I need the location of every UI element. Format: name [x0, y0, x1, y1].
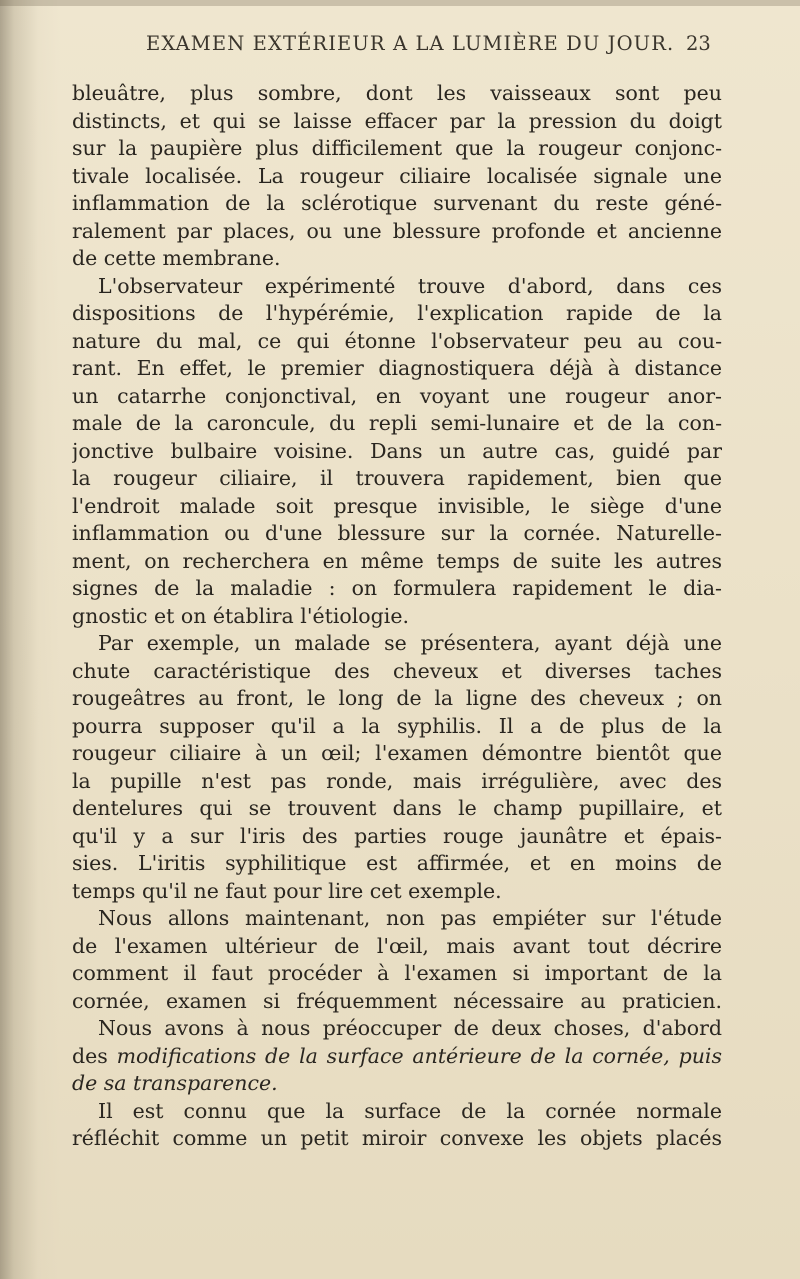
text-line: Nous avons à nous préoccuper de deux choses, d'abord — [98, 1016, 722, 1040]
text-line: gnostic et on établira l'étiologie. — [72, 603, 409, 628]
text-line: Il est connu que la surface de la cornée normale — [98, 1098, 722, 1123]
text-line: ralement par places, ou une blessure profonde et ancienne — [72, 218, 722, 243]
text-line: cornée, examen si fréquemment nécessaire au praticien. — [72, 988, 722, 1013]
page-number: 23 — [686, 32, 711, 55]
text-line: bleuâtre, plus sombre, dont les vaisseaux sont peu — [72, 81, 722, 105]
text-line: distincts, et qui se laisse effacer par la pression du doigt — [72, 108, 722, 133]
text-line: inflammation de la sclérotique survenant du reste géné- — [72, 191, 722, 215]
text-line: chute caractéristique des cheveux et diverses taches — [72, 658, 722, 683]
text-line: la rougeur ciliaire, il trouvera rapidement, bien que — [72, 466, 722, 490]
text-line: Par exemple, un malade se présentera, ayant déjà une — [98, 631, 722, 655]
text-line: dentelures qui se trouvent dans le champ pupillaire, et — [72, 796, 722, 820]
text-line: qu'il y a sur l'iris des parties rouge jaunâtre et épais- — [72, 823, 722, 848]
text-line: pourra supposer qu'il a la syphilis. Il a de plus de la — [72, 713, 722, 738]
body-text — [72, 80, 722, 1153]
text-line: nature du mal, ce qui étonne l'observateur peu au cou- — [72, 328, 722, 353]
text-line: temps qu'il ne faut pour lire cet exemple. — [72, 878, 502, 903]
text-line: jonctive bulbaire voisine. Dans un autre cas, guidé par — [72, 438, 722, 463]
text-line: inflammation ou d'une blessure sur la cornée. Naturelle- — [72, 521, 722, 545]
page-top-edge — [0, 0, 800, 6]
running-header: EXAMEN EXTÉRIEUR A LA LUMIÈRE DU JOUR. — [146, 32, 675, 55]
text-line: de cette membrane. — [72, 246, 281, 270]
text-line: male de la caroncule, du repli semi-lunaire et de la con- — [72, 411, 722, 435]
text-line: signes de la maladie : on formulera rapidement le dia- — [72, 576, 722, 600]
text-line: dispositions de l'hypérémie, l'explication rapide de la — [72, 301, 722, 325]
text-line: ment, on recherchera en même temps de suite les autres — [72, 548, 722, 573]
text-line: sur la paupière plus difficilement que la rougeur conjonc- — [72, 136, 722, 160]
text-line — [72, 1070, 722, 1098]
text-line: Nous allons maintenant, non pas empiéter sur l'étude — [98, 906, 722, 930]
text-line: comment il faut procéder à l'examen si important de la — [72, 961, 722, 985]
text-line: rant. En effet, le premier diagnostiquera déjà à distance — [72, 356, 722, 380]
text-line: rougeâtres au front, le long de la ligne des cheveux ; on — [72, 686, 722, 710]
text-line: de l'examen ultérieur de l'œil, mais avant tout décrire — [72, 933, 722, 958]
text-line: sies. L'iritis syphilitique est affirmée, et en moins de — [72, 851, 722, 875]
text-line: un catarrhe conjonctival, en voyant une rougeur anor- — [72, 383, 722, 408]
emphasis-text: modifications de la surface antérieure de la cornée, puis — [116, 1043, 722, 1068]
text-line: l'endroit malade soit presque invisible, le siège d'une — [72, 493, 722, 518]
text-line: tivale localisée. La rougeur ciliaire localisée signale une — [72, 163, 722, 188]
text-line: réfléchit comme un petit miroir convexe les objets placés — [72, 1126, 722, 1150]
text-line: la pupille n'est pas ronde, mais irrégulière, avec des — [72, 768, 722, 793]
text-fragment: des — [72, 1043, 108, 1068]
emphasis-text: de sa transparence. — [72, 1071, 278, 1095]
text-line — [72, 1043, 722, 1071]
text-line: L'observateur expérimenté trouve d'abord, dans ces — [98, 273, 722, 298]
text-line: rougeur ciliaire à un œil; l'examen démontre bientôt que — [72, 741, 722, 765]
